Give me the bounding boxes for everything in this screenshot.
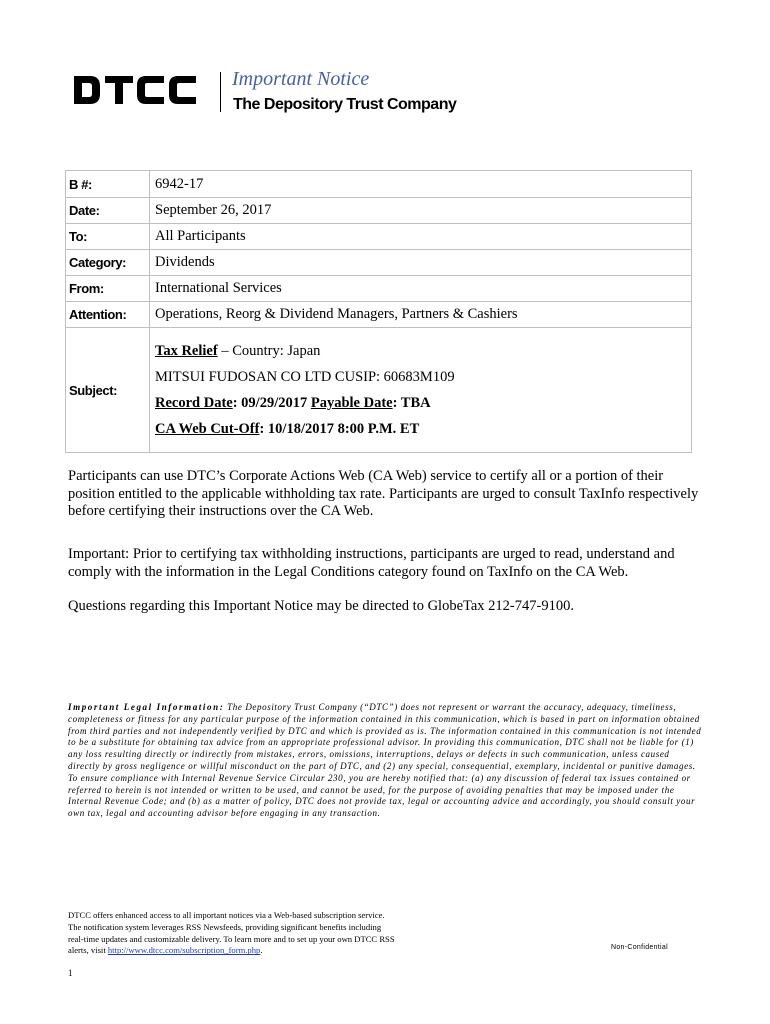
info-label: To: — [66, 224, 150, 250]
legal-paragraph-1 — [68, 702, 704, 773]
info-label: Attention: — [66, 302, 150, 328]
body-paragraph-questions: Questions regarding this Important Notice may be directed to GlobeTax 212-747-9100. — [68, 598, 574, 614]
subject-dates — [155, 390, 691, 416]
footer-line: The notification system leverages RSS Newsfeeds, providing significant benefits including — [68, 921, 382, 932]
notice-info-table — [65, 170, 692, 453]
info-label: From: — [66, 276, 150, 302]
info-row-subject — [66, 328, 692, 453]
legal-information — [68, 702, 704, 820]
footer-line: real-time updates and customizable delivery. To learn more and to set up your own DTCC RSS — [68, 933, 395, 944]
legal-heading: Important Legal Information: — [68, 702, 225, 712]
info-label: B #: — [66, 171, 150, 198]
subject-issuer: MITSUI FUDOSAN CO LTD CUSIP: 60683M109 — [155, 369, 455, 385]
info-label: Subject: — [66, 328, 150, 453]
info-row-to — [66, 224, 692, 250]
info-label: Date: — [66, 198, 150, 224]
header-divider — [220, 72, 221, 112]
cutoff-value: : 10/18/2017 8:00 P.M. ET — [259, 421, 420, 437]
info-row-from — [66, 276, 692, 302]
page-number: 1 — [68, 968, 73, 978]
body-paragraph-ca-web: Participants can use DTC’s Corporate Actions Web (CA Web) service to certify all or a portion of their position entitled to the applicable withholding tax rate. Participants are urged to consult TaxInfo respectively before certifying their instructions over the CA Web. — [68, 468, 699, 519]
legal-paragraph-2: To ensure compliance with Internal Revenue Service Circular 230, you are hereby notified that: (a) any discussion of federal tax issues contained or referred to herein is not intended or written to be used, and cannot be used, for the purpose of avoiding penalties that may be imposed under the Internal Revenue Code; and (b) as a matter of policy, DTC does not provide tax, legal or accounting advice and accordingly, you should consult your own tax, legal and accounting advisor before engaging in any transaction. — [68, 772, 696, 819]
payable-date-label: Payable Date — [310, 395, 393, 411]
record-date-label: Record Date — [155, 395, 233, 411]
cutoff-label: CA Web Cut-Off — [155, 421, 260, 437]
legal-text-1: The Depository Trust Company (“DTC”) does not represent or warrant the accuracy, adequacy, timeliness, completeness or fitness for any particular purpose of the information contained in this communication, which is based in part on information obtained from third parties and not independently verified by DTC and which is provided as is. The information contained in this communication is not intended to be a substitute for obtaining tax advice from an appropriate professional advisor. In providing this communication, DTC shall not be liable for (1) any loss resulting directly or indirectly from mistakes, errors, omissions, interruptions, delays or defects in such communication, unless caused directly by gross negligence or willful misconduct on the part of DTC, and (2) any special, consequential, exemplary, incidental or punitive damages. — [68, 702, 702, 771]
record-date-value: : 09/29/2017 — [232, 395, 311, 411]
bulletin-number: 6942-17 — [150, 171, 692, 198]
country: – Country: Japan — [217, 343, 321, 359]
info-row-date — [66, 198, 692, 224]
footer-line — [68, 945, 448, 957]
subscription-link[interactable]: http://www.dtcc.com/subscription_form.php — [107, 945, 261, 956]
sender: International Services — [150, 276, 692, 302]
subscription-note — [68, 910, 448, 957]
info-label: Category: — [66, 250, 150, 276]
subject-details — [150, 328, 692, 453]
body-paragraph-important: Important: Prior to certifying tax withholding instructions, participants are urged to read, understand and comply with the information in the Legal Conditions category found on TaxInfo on the CA Web. — [68, 546, 675, 580]
dtcc-logo — [72, 70, 198, 110]
info-row-category — [66, 250, 692, 276]
attention: Operations, Reorg & Dividend Managers, Partners & Cashiers — [150, 302, 692, 328]
notice-title: Important Notice — [232, 68, 370, 90]
footer-line: DTCC offers enhanced access to all important notices via a Web-based subscription service. — [68, 910, 385, 920]
category: Dividends — [150, 250, 692, 276]
subject-cutoff — [155, 416, 691, 442]
non-confidential-label: Non-Confidential — [611, 944, 668, 951]
subject-tax-relief — [155, 338, 691, 364]
footer-line-prefix: alerts, visit — [68, 945, 108, 956]
tax-relief-label: Tax Relief — [155, 343, 218, 359]
footer-line-suffix: . — [260, 945, 263, 956]
info-row-bulletin — [66, 171, 692, 198]
company-name: The Depository Trust Company — [233, 96, 457, 113]
payable-date-value: : TBA — [392, 395, 431, 411]
notice-date: September 26, 2017 — [150, 198, 692, 224]
info-row-attention — [66, 302, 692, 328]
recipients: All Participants — [150, 224, 692, 250]
